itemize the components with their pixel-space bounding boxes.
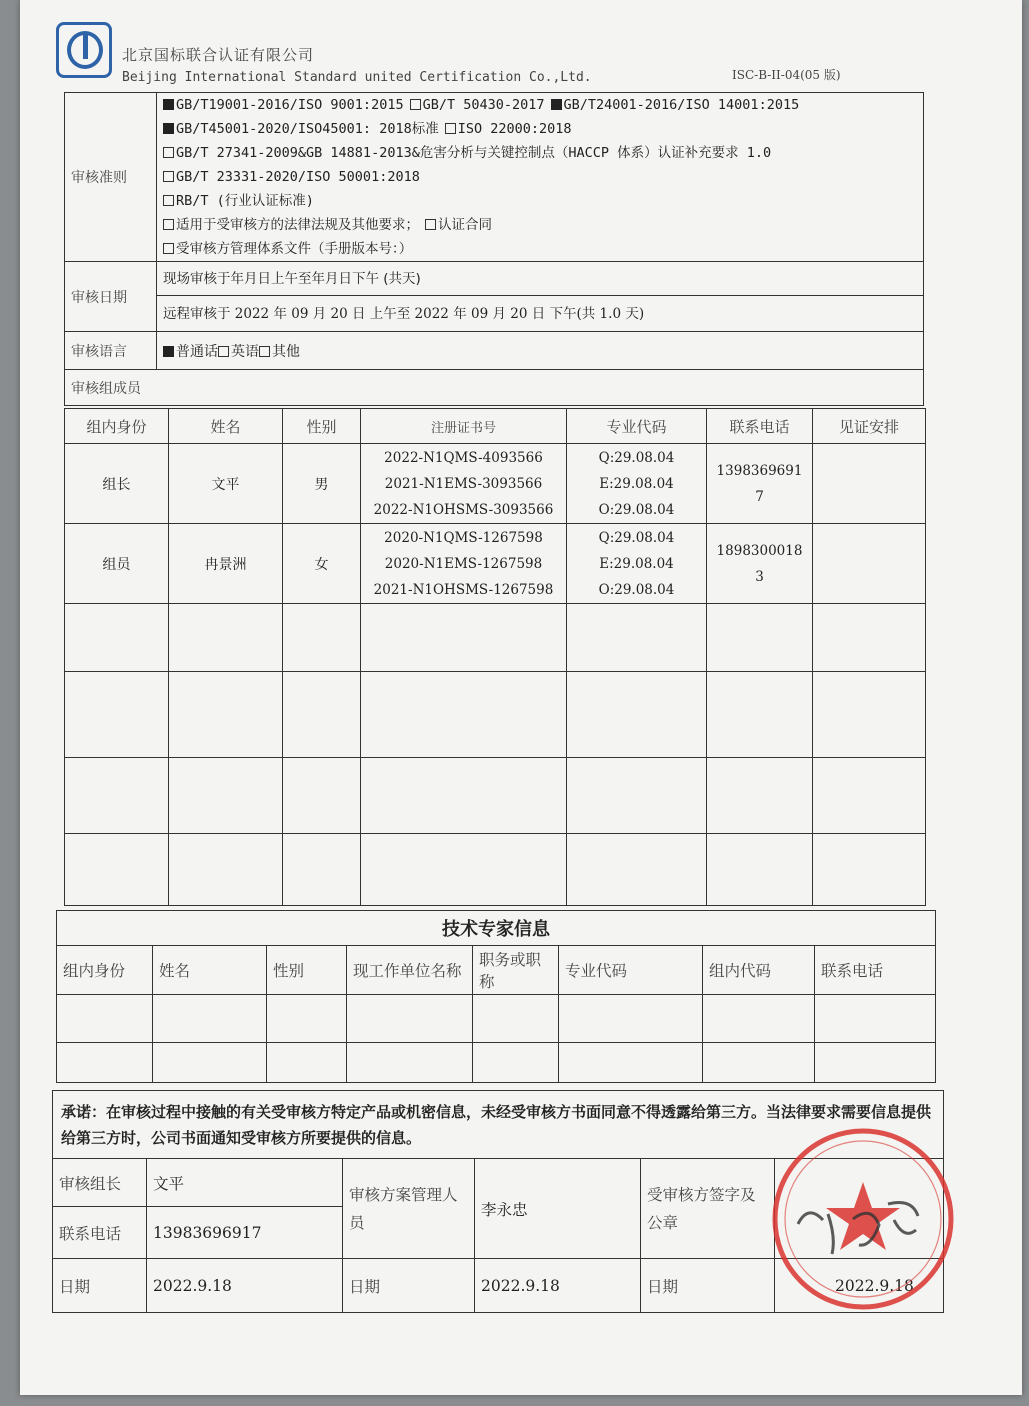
criteria-label: 审核准则: [65, 93, 157, 262]
team-header-cell: 联系电话: [707, 409, 813, 444]
audit-language-options: [157, 332, 924, 370]
confidentiality-promise: 承诺：在审核过程中接触的有关受审核方特定产品或机密信息，未经受审核方书面同意不得透露给第三方。当法律要求需要信息提供给第三方时，公司书面通知受审核方所要提供的信息。: [53, 1091, 944, 1159]
team-member-row: [65, 524, 926, 604]
team-header-cell: 专业代码: [567, 409, 707, 444]
expert-header-cell: 组内代码: [703, 946, 815, 995]
member-phone: 13983696917: [707, 444, 813, 524]
team-header-cell: 组内身份: [65, 409, 169, 444]
audit-language-label: 审核语言: [65, 332, 157, 370]
expert-header-cell: 性别: [267, 946, 347, 995]
criteria-list: [157, 93, 924, 262]
team-header-cell: 注册证书号: [361, 409, 567, 444]
criteria-item-text: GB/T24001-2016/ISO 14001:2015: [563, 97, 800, 113]
criteria-line: [163, 237, 917, 261]
checked-box-icon: [163, 123, 174, 134]
unchecked-box-icon: [218, 346, 229, 357]
leader-phone: 13983696917: [147, 1207, 343, 1259]
date-label-3: 日期: [641, 1259, 775, 1313]
unchecked-box-icon: [163, 219, 174, 230]
document-header: [56, 22, 996, 92]
specialty-code: E:29.08.04: [599, 555, 674, 572]
auditee-signature: [775, 1159, 944, 1259]
cert-number: 2022-N1OHSMS-3093566: [373, 501, 554, 518]
audit-info-table: [64, 92, 924, 406]
leader-name: 文平: [147, 1159, 343, 1207]
manager-date: 2022.9.18: [475, 1259, 641, 1313]
criteria-item-text: GB/T 23331-2020/ISO 50001:2018: [176, 169, 420, 185]
team-header-cell: 姓名: [169, 409, 283, 444]
document-page: [20, 0, 1022, 1395]
cert-number: 2021-N1OHSMS-1267598: [373, 581, 554, 598]
member-certs: [361, 524, 567, 604]
auditee-date: 2022.9.18: [775, 1259, 944, 1313]
date-label-2: 日期: [343, 1259, 475, 1313]
member-name: 冉景洲: [169, 524, 283, 604]
specialty-code: E:29.08.04: [599, 475, 674, 492]
date-label-1: 日期: [53, 1259, 147, 1313]
auditee-sign-label: 受审核方签字及公章: [641, 1159, 775, 1259]
unchecked-box-icon: [163, 147, 174, 158]
member-witness: [813, 444, 926, 524]
company-logo-icon: [56, 22, 112, 78]
member-role: 组员: [65, 524, 169, 604]
leader-date: 2022.9.18: [147, 1259, 343, 1313]
expert-header-cell: 现工作单位名称: [347, 946, 473, 995]
member-witness: [813, 524, 926, 604]
company-name-cn: 北京国标联合认证有限公司: [122, 46, 315, 64]
criteria-item-text: GB/T45001-2020/ISO45001: 2018标准: [176, 121, 439, 137]
specialty-code: Q:29.08.04: [598, 529, 675, 546]
member-codes: [567, 524, 707, 604]
criteria-item-text: ISO 22000:2018: [457, 121, 572, 137]
expert-header-cell: 职务或职称: [473, 946, 559, 995]
criteria-item-text: RB/T (行业认证标准): [176, 193, 314, 209]
cert-number: 2021-N1EMS-3093566: [384, 475, 543, 492]
unchecked-box-icon: [163, 195, 174, 206]
scheme-manager-label: 审核方案管理人员: [343, 1159, 475, 1259]
expert-header-cell: 联系电话: [815, 946, 936, 995]
member-codes: [567, 444, 707, 524]
unchecked-box-icon: [445, 123, 456, 134]
signature-table: [52, 1090, 944, 1313]
company-name-en: Beijing International Standard united Certification Co.,Ltd.: [122, 70, 592, 85]
remote-audit-date: 远程审核于 2022 年 09 月 20 日 上午至 2022 年 09 月 20 日 下午(共 1.0 天): [157, 296, 924, 332]
criteria-item-text: 适用于受审核方的法律法规及其他要求；: [176, 217, 419, 233]
criteria-line: [163, 213, 917, 237]
team-member-row: [65, 444, 926, 524]
checked-box-icon: [551, 99, 562, 110]
expert-header-cell: 组内身份: [57, 946, 153, 995]
member-phone: 18983000183: [707, 524, 813, 604]
unchecked-box-icon: [425, 219, 436, 230]
criteria-line: [163, 93, 917, 117]
specialty-code: O:29.08.04: [598, 501, 675, 518]
member-certs: [361, 444, 567, 524]
criteria-item-text: GB/T 27341-2009&GB 14881-2013&危害分析与关键控制点（HACCP 体系）认证补充要求 1.0: [176, 145, 772, 161]
onsite-audit-date: 现场审核于年月日上午至年月日下午 (共天): [157, 262, 924, 296]
member-gender: 女: [283, 524, 361, 604]
scheme-manager-name: 李永忠: [475, 1159, 641, 1259]
unchecked-box-icon: [259, 346, 270, 357]
experts-title: 技术专家信息: [57, 911, 936, 946]
specialty-code: O:29.08.04: [598, 581, 675, 598]
phone-label: 联系电话: [53, 1207, 147, 1259]
criteria-item-text: GB/T19001-2016/ISO 9001:2015: [176, 97, 404, 113]
cert-number: 2020-N1QMS-1267598: [384, 529, 543, 546]
unchecked-box-icon: [410, 99, 421, 110]
audit-date-label: 审核日期: [65, 262, 157, 332]
form-code: ISC-B-II-04(05 版): [732, 68, 841, 82]
language-option: 英语: [231, 343, 259, 360]
criteria-line: [163, 117, 917, 141]
experts-table: [56, 910, 936, 1083]
member-name: 文平: [169, 444, 283, 524]
expert-header-cell: 姓名: [153, 946, 267, 995]
language-option: 普通话: [176, 343, 218, 360]
expert-header-cell: 专业代码: [559, 946, 703, 995]
cert-number: 2022-N1QMS-4093566: [384, 449, 543, 466]
criteria-item-text: 认证合同: [438, 217, 492, 233]
criteria-line: [163, 165, 917, 189]
team-members-label: 审核组成员: [65, 370, 924, 406]
language-option: 其他: [272, 343, 300, 360]
team-header-cell: 性别: [283, 409, 361, 444]
member-gender: 男: [283, 444, 361, 524]
criteria-item-text: 受审核方管理体系文件（手册版本号：）: [176, 241, 413, 257]
specialty-code: Q:29.08.04: [598, 449, 675, 466]
criteria-item-text: GB/T 50430-2017: [422, 97, 545, 113]
criteria-line: [163, 189, 917, 213]
leader-label: 审核组长: [53, 1159, 147, 1207]
criteria-line: [163, 141, 917, 165]
unchecked-box-icon: [163, 171, 174, 182]
team-table: [64, 408, 926, 906]
member-role: 组长: [65, 444, 169, 524]
checked-box-icon: [163, 346, 174, 357]
cert-number: 2020-N1EMS-1267598: [384, 555, 543, 572]
checked-box-icon: [163, 99, 174, 110]
unchecked-box-icon: [163, 243, 174, 254]
team-header-cell: 见证安排: [813, 409, 926, 444]
